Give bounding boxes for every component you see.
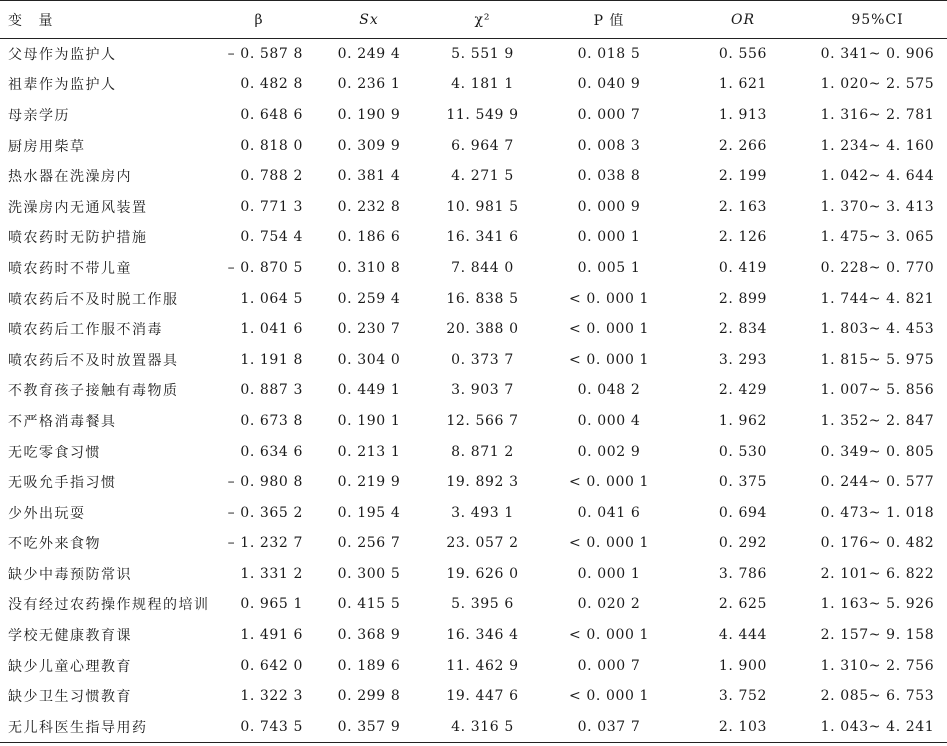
cell-variable: 缺少中毒预防常识 [8, 566, 132, 583]
cell-chi2: 20. 388 0 [446, 321, 519, 338]
cell-ci: 1. 803~ 4. 453 [820, 321, 935, 338]
cell-ci: 1. 043~ 4. 241 [808, 712, 947, 743]
cell-chi2: 3. 493 1 [451, 504, 514, 521]
table-row [0, 528, 947, 559]
cell-ci: 0. 473~ 1. 018 [820, 504, 935, 521]
cell-or: 0. 292 [718, 535, 768, 552]
cell-p-value: 0. 000 9 [577, 198, 641, 215]
cell-sx: 0. 310 8 [337, 259, 401, 276]
cell-variable: 热水器在洗澡房内 [8, 169, 132, 186]
cell-sx: 0. 415 5 [337, 596, 401, 613]
cell-p-value: 0. 005 1 [577, 259, 641, 276]
table-row [0, 283, 947, 314]
cell-or: 2. 163 [718, 198, 768, 215]
cell-or: 3. 293 [718, 351, 768, 368]
cell-or: 2. 126 [718, 229, 768, 246]
cell-ci: 1. 475~ 3. 065 [820, 229, 935, 246]
header-variable: 变 量 [0, 1, 205, 39]
table-row [0, 497, 947, 528]
cell-beta: 1. 191 8 [240, 351, 303, 368]
cell-ci: 0. 341~ 0. 906 [820, 46, 935, 63]
cell-chi2: 19. 892 3 [446, 474, 519, 491]
cell-p-value: 0. 038 8 [577, 168, 641, 185]
cell-p-value: < 0. 000 1 [568, 474, 650, 491]
cell-beta: 0. 771 3 [240, 198, 303, 215]
cell-p-value: 0. 040 9 [577, 76, 641, 93]
cell-p-value: 0. 041 6 [577, 504, 641, 521]
cell-sx: 0. 259 4 [337, 290, 401, 307]
cell-or: 0. 530 [718, 443, 768, 460]
cell-variable: 缺少卫生习惯教育 [8, 689, 132, 706]
header-p-value: P 值 [540, 1, 678, 39]
table-row [0, 681, 947, 712]
cell-chi2: 5. 551 9 [451, 46, 514, 63]
cell-or: 2. 429 [718, 382, 768, 399]
table-row [0, 712, 947, 743]
table-header [0, 1, 947, 39]
cell-variable: 无吸允手指习惯 [8, 475, 117, 492]
cell-variable: 没有经过农药操作规程的培训 [8, 597, 210, 614]
table-row [0, 191, 947, 222]
cell-variable: 无儿科医生指导用药 [0, 712, 205, 743]
cell-variable: 祖辈作为监护人 [8, 77, 117, 94]
cell-or: 2. 266 [718, 137, 768, 154]
cell-p-value: < 0. 000 1 [568, 290, 650, 307]
cell-or: 1. 900 [718, 657, 768, 674]
cell-p-value: < 0. 000 1 [568, 321, 650, 338]
cell-p-value: 0. 002 9 [577, 443, 641, 460]
cell-or: 0. 694 [718, 504, 768, 521]
cell-p-value: 0. 000 7 [577, 657, 641, 674]
cell-variable: 不严格消毒餐具 [8, 413, 117, 430]
cell-sx: 0. 309 9 [337, 137, 401, 154]
table-row [0, 467, 947, 498]
cell-variable: 喷农药时不带儿童 [8, 260, 132, 277]
cell-p-value: 0. 008 3 [577, 137, 641, 154]
cell-variable: 少外出玩耍 [8, 505, 86, 522]
cell-p-value: < 0. 000 1 [568, 688, 650, 705]
cell-beta: – 1. 232 7 [227, 535, 303, 552]
cell-sx: 0. 357 9 [313, 712, 425, 743]
cell-chi2: 12. 566 7 [446, 412, 519, 429]
table-row [0, 406, 947, 437]
cell-sx: 0. 249 4 [337, 46, 401, 63]
header-sx: Sx [313, 1, 425, 39]
cell-beta: 0. 754 4 [240, 229, 303, 246]
cell-ci: 0. 176~ 0. 482 [820, 535, 935, 552]
cell-chi2: 19. 447 6 [446, 688, 519, 705]
cell-p-value: 0. 000 7 [577, 106, 641, 123]
cell-variable: 不吃外来食物 [8, 536, 101, 553]
table-row [0, 436, 947, 467]
cell-or: 1. 962 [718, 412, 768, 429]
header-or: OR [678, 1, 808, 39]
cell-chi2: 0. 373 7 [451, 351, 514, 368]
cell-chi2: 19. 626 0 [446, 565, 519, 582]
cell-ci: 2. 085~ 6. 753 [820, 688, 935, 705]
cell-variable: 洗澡房内无通风装置 [8, 199, 148, 216]
cell-sx: 0. 219 9 [337, 474, 401, 491]
cell-variable: 喷农药后不及时脱工作服 [8, 291, 179, 308]
cell-chi2: 6. 964 7 [451, 137, 514, 154]
cell-beta: 0. 743 5 [205, 712, 313, 743]
table-row [0, 620, 947, 651]
cell-p-value: 0. 020 2 [577, 596, 641, 613]
cell-ci: 1. 163~ 5. 926 [820, 596, 935, 613]
cell-beta: 1. 491 6 [240, 627, 303, 644]
cell-chi2: 16. 341 6 [446, 229, 519, 246]
cell-p-value: < 0. 000 1 [568, 351, 650, 368]
cell-variable: 母亲学历 [8, 107, 70, 124]
cell-or: 0. 419 [718, 259, 768, 276]
cell-sx: 0. 213 1 [337, 443, 401, 460]
table-row [0, 222, 947, 253]
cell-or: 1. 621 [718, 76, 768, 93]
cell-or: 0. 375 [718, 474, 768, 491]
cell-beta: 0. 648 6 [240, 106, 303, 123]
cell-sx: 0. 368 9 [337, 627, 401, 644]
cell-or: 4. 444 [718, 627, 768, 644]
cell-variable: 缺少儿童心理教育 [8, 658, 132, 675]
table-row [0, 589, 947, 620]
header-row [0, 1, 947, 39]
cell-chi2: 11. 462 9 [446, 657, 519, 674]
cell-chi2: 4. 316 5 [425, 712, 540, 743]
cell-or: 3. 786 [718, 565, 768, 582]
cell-beta: 1. 064 5 [240, 290, 303, 307]
table-row [0, 314, 947, 345]
cell-ci: 1. 234~ 4. 160 [820, 137, 935, 154]
table-row [0, 100, 947, 131]
cell-variable: 父母作为监护人 [8, 47, 117, 64]
cell-ci: 1. 316~ 2. 781 [820, 106, 935, 123]
table-row [0, 559, 947, 590]
cell-variable: 无吃零食习惯 [8, 444, 101, 461]
table-row [0, 161, 947, 192]
cell-ci: 1. 352~ 2. 847 [820, 412, 935, 429]
table-row [0, 39, 947, 70]
cell-beta: 0. 634 6 [240, 443, 303, 460]
cell-chi2: 4. 181 1 [451, 76, 514, 93]
table-row [0, 344, 947, 375]
cell-sx: 0. 449 1 [337, 382, 401, 399]
cell-chi2: 16. 838 5 [446, 290, 519, 307]
table-body [0, 39, 947, 743]
cell-beta: 0. 965 1 [240, 596, 303, 613]
cell-p-value: < 0. 000 1 [568, 627, 650, 644]
cell-chi2: 3. 903 7 [451, 382, 514, 399]
cell-ci: 1. 020~ 2. 575 [820, 76, 935, 93]
cell-sx: 0. 190 9 [337, 106, 401, 123]
cell-beta: 0. 673 8 [240, 412, 303, 429]
cell-sx: 0. 232 8 [337, 198, 401, 215]
cell-sx: 0. 299 8 [337, 688, 401, 705]
cell-or: 2. 103 [678, 712, 808, 743]
cell-ci: 1. 042~ 4. 644 [820, 168, 935, 185]
cell-sx: 0. 381 4 [337, 168, 401, 185]
cell-ci: 0. 244~ 0. 577 [820, 474, 935, 491]
cell-p-value: 0. 018 5 [577, 46, 641, 63]
cell-or: 2. 899 [718, 290, 768, 307]
cell-beta: 0. 642 0 [240, 657, 303, 674]
cell-sx: 0. 304 0 [337, 351, 401, 368]
cell-or: 1. 913 [718, 106, 768, 123]
cell-chi2: 10. 981 5 [446, 198, 519, 215]
cell-or: 2. 834 [718, 321, 768, 338]
cell-ci: 0. 228~ 0. 770 [820, 259, 935, 276]
cell-beta: – 0. 980 8 [227, 474, 303, 491]
cell-ci: 2. 101~ 6. 822 [820, 565, 935, 582]
table-row [0, 130, 947, 161]
cell-sx: 0. 186 6 [337, 229, 401, 246]
cell-ci: 0. 349~ 0. 805 [820, 443, 935, 460]
cell-or: 2. 199 [718, 168, 768, 185]
cell-variable: 厨房用柴草 [8, 138, 86, 155]
cell-variable: 不教育孩子接触有毒物质 [8, 383, 179, 400]
cell-sx: 0. 190 1 [337, 412, 401, 429]
cell-beta: – 0. 870 5 [227, 259, 303, 276]
cell-variable: 喷农药后不及时放置器具 [8, 352, 179, 369]
cell-variable: 喷农药后工作服不消毒 [8, 322, 163, 339]
cell-chi2: 23. 057 2 [446, 535, 519, 552]
cell-chi2: 5. 395 6 [451, 596, 514, 613]
cell-beta: – 0. 365 2 [227, 504, 303, 521]
cell-beta: 1. 041 6 [240, 321, 303, 338]
cell-ci: 1. 370~ 3. 413 [820, 198, 935, 215]
cell-chi2: 8. 871 2 [451, 443, 514, 460]
cell-or: 2. 625 [718, 596, 768, 613]
table-row [0, 69, 947, 100]
cell-variable: 学校无健康教育课 [8, 628, 132, 645]
table-row [0, 650, 947, 681]
header-chi2: χ² [425, 1, 540, 39]
cell-or: 0. 556 [718, 46, 768, 63]
cell-chi2: 7. 844 0 [451, 259, 514, 276]
cell-p-value: 0. 000 4 [577, 412, 641, 429]
cell-beta: 1. 322 3 [240, 688, 303, 705]
cell-beta: 0. 482 8 [240, 76, 303, 93]
cell-sx: 0. 189 6 [337, 657, 401, 674]
cell-chi2: 4. 271 5 [451, 168, 514, 185]
cell-p-value: 0. 000 1 [577, 565, 641, 582]
table-row [0, 253, 947, 284]
cell-sx: 0. 230 7 [337, 321, 401, 338]
header-beta: β [205, 1, 313, 39]
cell-beta: 0. 818 0 [240, 137, 303, 154]
cell-sx: 0. 236 1 [337, 76, 401, 93]
cell-ci: 1. 815~ 5. 975 [820, 351, 935, 368]
cell-beta: – 0. 587 8 [227, 46, 303, 63]
cell-ci: 2. 157~ 9. 158 [820, 627, 935, 644]
cell-ci: 1. 007~ 5. 856 [820, 382, 935, 399]
cell-sx: 0. 300 5 [337, 565, 401, 582]
cell-ci: 1. 744~ 4. 821 [820, 290, 935, 307]
cell-variable: 喷农药时无防护措施 [8, 230, 148, 247]
cell-beta: 0. 788 2 [240, 168, 303, 185]
cell-chi2: 11. 549 9 [446, 106, 519, 123]
cell-beta: 0. 887 3 [240, 382, 303, 399]
table-row [0, 375, 947, 406]
cell-or: 3. 752 [718, 688, 768, 705]
cell-ci: 1. 310~ 2. 756 [820, 657, 935, 674]
cell-sx: 0. 256 7 [337, 535, 401, 552]
header-ci: 95%CI [808, 1, 947, 39]
cell-chi2: 16. 346 4 [446, 627, 519, 644]
cell-p-value: 0. 048 2 [577, 382, 641, 399]
cell-p-value: 0. 037 7 [540, 712, 678, 743]
cell-beta: 1. 331 2 [240, 565, 303, 582]
cell-p-value: < 0. 000 1 [568, 535, 650, 552]
cell-sx: 0. 195 4 [337, 504, 401, 521]
cell-p-value: 0. 000 1 [577, 229, 641, 246]
